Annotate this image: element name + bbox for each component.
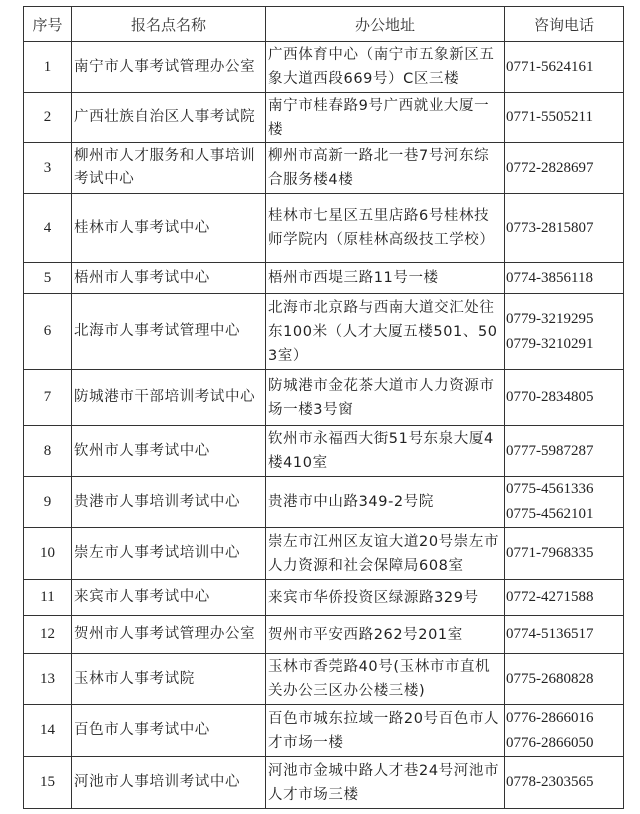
site-name: 玉林市人事考试院 (72, 654, 266, 705)
site-phone (505, 654, 624, 705)
row-number: 5 (24, 263, 72, 294)
row-number: 15 (24, 757, 72, 809)
site-address: 桂林市七星区五里店路6号桂林技师学院内（原桂林高级技工学校） (266, 194, 505, 263)
table-row (24, 654, 624, 705)
site-phone (505, 580, 624, 616)
table-row (24, 42, 624, 93)
header-no: 序号 (24, 7, 72, 42)
phone-number: 0771-5505211 (506, 109, 593, 125)
table-row (24, 757, 624, 809)
table-row (24, 616, 624, 654)
phone-number: 0779-3219295 (506, 310, 594, 327)
site-name: 百色市人事考试中心 (72, 705, 266, 757)
row-number: 13 (24, 654, 72, 705)
phone-number: 0772-4271588 (506, 589, 594, 605)
site-name: 防城港市干部培训考试中心 (72, 370, 266, 426)
row-number: 10 (24, 528, 72, 580)
table-row (24, 477, 624, 528)
phone-number: 0774-5136517 (506, 626, 594, 642)
site-name: 梧州市人事考试中心 (72, 263, 266, 294)
row-number: 4 (24, 194, 72, 263)
site-phone (505, 757, 624, 809)
site-address: 贺州市平安西路262号201室 (266, 616, 505, 654)
phone-number: 0779-3210291 (506, 335, 594, 352)
table-row (24, 93, 624, 143)
site-phone (505, 477, 624, 528)
site-phone (505, 294, 624, 370)
phone-number: 0775-2680828 (506, 670, 594, 687)
site-name: 广西壮族自治区人事考试院 (72, 93, 266, 143)
site-phone (505, 370, 624, 426)
phone-number: 0775-4561336 (506, 481, 594, 497)
table-row (24, 263, 624, 294)
site-address: 柳州市高新一路北一巷7号河东综合服务楼4楼 (266, 143, 505, 194)
site-address: 防城港市金花茶大道市人力资源市场一楼3号窗 (266, 370, 505, 426)
site-address: 贵港市中山路349-2号院 (266, 477, 505, 528)
site-name: 来宾市人事考试中心 (72, 580, 266, 616)
site-address: 崇左市江州区友谊大道20号崇左市人力资源和社会保障局608室 (266, 528, 505, 580)
row-number: 14 (24, 705, 72, 757)
site-phone (505, 143, 624, 194)
site-phone (505, 616, 624, 654)
phone-number: 0770-2834805 (506, 389, 594, 405)
site-name: 柳州市人才服务和人事培训考试中心 (72, 143, 266, 194)
site-name: 贺州市人事考试管理办公室 (72, 616, 266, 654)
header-address: 办公地址 (266, 7, 505, 42)
site-name: 贵港市人事培训考试中心 (72, 477, 266, 528)
row-number: 8 (24, 426, 72, 477)
header-name: 报名点名称 (72, 7, 266, 42)
site-name: 钦州市人事考试中心 (72, 426, 266, 477)
site-phone (505, 194, 624, 263)
site-address: 南宁市桂春路9号广西就业大厦一楼 (266, 93, 505, 143)
site-phone (505, 93, 624, 143)
site-name: 南宁市人事考试管理办公室 (72, 42, 266, 93)
table-row (24, 426, 624, 477)
table-row (24, 294, 624, 370)
site-address: 梧州市西堤三路11号一楼 (266, 263, 505, 294)
site-name: 崇左市人事考试培训中心 (72, 528, 266, 580)
phone-number: 0776-2866050 (506, 734, 594, 751)
site-address: 北海市北京路与西南大道交汇处往东100米（人才大厦五楼501、503室） (266, 294, 505, 370)
row-number: 11 (24, 580, 72, 616)
site-name: 河池市人事培训考试中心 (72, 757, 266, 809)
phone-number: 0777-5987287 (506, 442, 594, 459)
row-number: 1 (24, 42, 72, 93)
site-phone (505, 426, 624, 477)
table-row (24, 370, 624, 426)
row-number: 6 (24, 294, 72, 370)
phone-number: 0771-7968335 (506, 545, 594, 561)
row-number: 3 (24, 143, 72, 194)
row-number: 9 (24, 477, 72, 528)
site-address: 百色市城东拉域一路20号百色市人才市场一楼 (266, 705, 505, 757)
row-number: 2 (24, 93, 72, 143)
table-row (24, 528, 624, 580)
phone-number: 0774-3856118 (506, 269, 593, 286)
phone-number: 0778-2303565 (506, 774, 594, 790)
site-address: 广西体育中心（南宁市五象新区五象大道西段669号）C区三楼 (266, 42, 505, 93)
site-phone (505, 263, 624, 294)
site-address: 钦州市永福西大街51号东泉大厦4楼410室 (266, 426, 505, 477)
site-address: 来宾市华侨投资区绿源路329号 (266, 580, 505, 616)
table-row (24, 580, 624, 616)
table-row (24, 143, 624, 194)
row-number: 7 (24, 370, 72, 426)
site-name: 北海市人事考试管理中心 (72, 294, 266, 370)
site-phone (505, 528, 624, 580)
phone-number: 0771-5624161 (506, 58, 594, 75)
site-phone (505, 705, 624, 757)
exam-sites-table (23, 6, 624, 809)
site-name: 桂林市人事考试中心 (72, 194, 266, 263)
phone-number: 0775-4562101 (506, 506, 594, 522)
site-address: 玉林市香莞路40号(玉林市市直机关办公三区办公楼三楼) (266, 654, 505, 705)
phone-number: 0772-2828697 (506, 159, 594, 176)
phone-number: 0776-2866016 (506, 709, 594, 726)
row-number: 12 (24, 616, 72, 654)
site-address: 河池市金城中路人才巷24号河池市人才市场三楼 (266, 757, 505, 809)
site-phone (505, 42, 624, 93)
table-row (24, 705, 624, 757)
header-row (24, 7, 624, 42)
table-row (24, 194, 624, 263)
phone-number: 0773-2815807 (506, 219, 594, 236)
header-phone: 咨询电话 (505, 7, 624, 42)
